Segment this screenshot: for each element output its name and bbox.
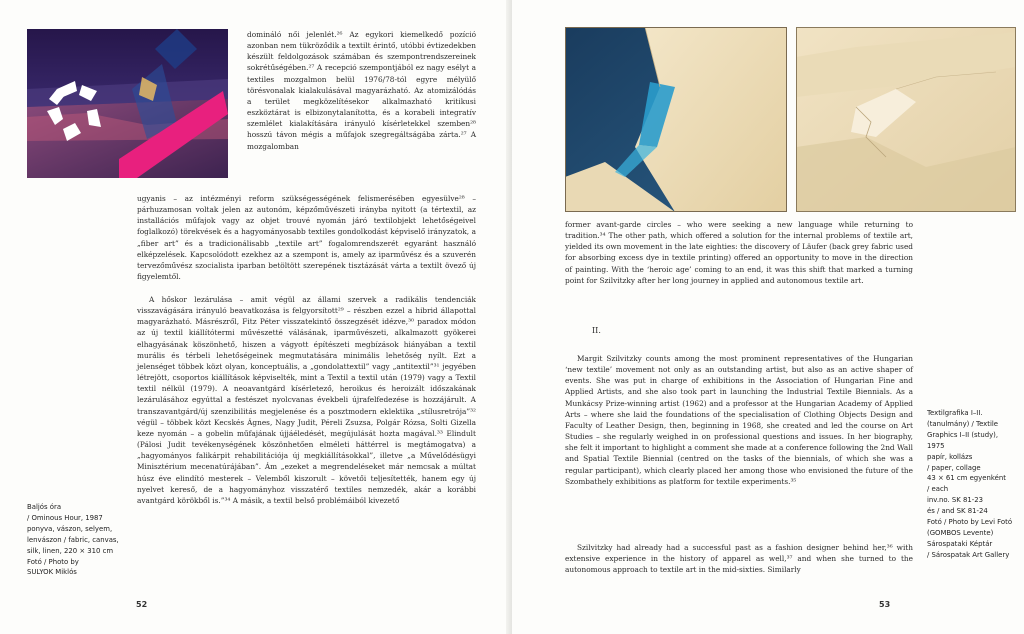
artwork-textile-graphics-1 xyxy=(565,27,787,212)
artwork-textile-graphics-2 xyxy=(796,27,1016,212)
body-text-right-3: Szilvitzky had already had a successful past as a fashion designer behind her,³⁶ with extensive experience in the history of apparel as well,³⁷ and when she turned to the autonomous approach to textile art in the mid-sixties. Similarly xyxy=(565,543,913,575)
body-text-main: ugyanis – az intézményi reform szükségességének felismerésében egyesülve²⁸ – párhuzamosan voltak jelen az autonóm, képzőművészeti irányba nyitott (a tértextil, az installációs műfajok vagy az objet trouvé nyomán járó textilobjekt lehetőségeivel foglalkozó) törekvések és a hagyományosabb textiles gondolkodást képviselő irányzatok, a „fiber art” és a tradicionálisabb „textile art” fogalomrendszerét egyaránt használó elképzelések. Kapcsolódott ezekhez az a szempont is, amely az iparművész és a szuverén tervezőművész szocialista iparban betöltött szerepének tisztázását várta a textilt övező új figyelemtől. xyxy=(137,194,476,282)
section-heading: II. xyxy=(592,326,601,335)
body-text-right-1: former avant-garde circles – who were seeking a new language while returning to tradition.³⁴ The other path, which offered a solution for the internal problems of textile art, yielded its own movement in the late eighties: the discovery of Läufer (back grey fabric used for absorbing excess dye in textile printing) offered an opportunity to move in the direction of painting. With the ‘heroic age’ coming to an end, it was this shift that marked a turning point for Szilvitzky after her long journey in applied and autonomous textile art. xyxy=(565,220,913,285)
figure-caption-left: Baljós óra / Ominous Hour, 1987 ponyva, vászon, selyem, lenvászon / fabric, canvas, silk, linen, 220 × 310 cm Fotó / Photo by SULYOK Miklós xyxy=(27,503,119,577)
body-text-main-2: A hőskor lezárulása – amit végül az állami szervek a radikális tendenciák visszavágására irányuló beavatkozása is felgyorsított²⁹ – részben ezzel a hibrid állapottal magyarázható. Másrészről, Fitz Péter visszatekintő összegzését idézve,³⁰ paradox módon az új textil kiállítótermi művészetté válásának, iparművészeti, alkalmazott gyökerei elhagyásának köszönhető, hiszen a vágyott építészeti megbízások hiányában a textil murális és térbeli lehetőségeinek megmutatására minimális lehetőség nyílt. Ezt a jelenséget többek közt olyan, konceptuális, a „gondolattextil” vagy „antitextil”³¹ jegyében létrejött, csoportos kiállítások képviselték, mint a Textil a textil után (1979) vagy a Textil textil nélkül (1979). A neoavantgárd kísérletező, heroikus és heroizált időszakának lezárulásához egyúttal a festészet nyolcvanas évekbeli újrafelfedezése is hozzájárult. A transzavantgárd/új szenzibilitás megjelenése és a posztmodern eklektika „stílusretrója”³² végül – többek közt Kecskés Ágnes, Nagy Judit, Péreli Zsuzsa, Polgár Rózsa, Solti Gizella keze nyomán – a gobelin műfajának újjáéledését, megújulását hozta magával.³³ Elindult (Pálosi Judit tevékenységének köszönhetően elméleti háttérrel is megtámogatva) a „hagyományos falikárpit rehabilitációja új megkiállításokkal”, illetve „a Művelődésügyi Minisztérium mecenatúrájában”. Ám „ezeket a megrendeléseket már nemcsak a múltat húsz éve elindító mesterek – Velemből kiszorult – követői teljesítették, hanem egy új nyelvet kereső, de a hagyományhoz visszatérő textiles nemzedék, akár a korábbi avantgárd körökből is.”³⁴ A másik, a textil belső problémáiból kivezető xyxy=(137,295,476,505)
artwork-ominous-hour xyxy=(27,29,228,178)
body-text-top: domináló női jelenlét.²⁶ Az egykori kiemelkedő pozíció azonban nem tükröződik a textilt érintő, utóbbi évtizedekben készült feldolgozások számában és szempontrendszereinek sokrétűségében.²⁷ A recepció szempontjából ez nagy esélyt a textiles mozgalmon belül 1976/78-tól egyre mélyülő törésvonalak kialakulásával magyarázható. Az atomizálódás a terület megközelítésekor alkalmazható kritikusi eszköztárat is elbizonytalanította, és a korabeli integratív szemlélet kialakítására irányuló kísérletekkel szemben²⁸ hosszú távon mégis a műfajok szegregáltságába zárta.²⁷ A mozgalomban xyxy=(247,30,476,151)
page-number-left: 52 xyxy=(136,600,148,609)
body-text-right-2: Margit Szilvitzky counts among the most prominent representatives of the Hungarian ‘new textile’ movement not only as an outstanding artist, but also as an active shaper of events. She was put in charge of exhibitions in the Association of Hungarian Fine and Applied Artists, and she also took part in launching the Industrial Textile Biennials. As a Munkácsy Prize-winning artist (1962) and a professor at the Hungarian Academy of Applied Arts – where she laid the foundations of the specialisation of Clothing Objects Design and Faculty of Leather Design, then, beginning in 1968, she created and led the course on Art Studies – she regularly weighed in on professional questions and issues. In her biography, she felt it important to highlight a comment she made at a conference following the 2nd Wall and Spatial Textile Biennial (centred on the tasks of the biennials, of which she was a regular participant), which clearly placed her among those who envisioned the future of the Szombathely exhibitions as platform for textile experiments.³⁵ xyxy=(565,354,913,486)
figure-caption-right: Textilgrafika I–II. (tanulmány) / Textile Graphics I–II (study), 1975 papír, kollázs / paper, collage 43 × 61 cm egyenként / each inv.no. SK 81-23 és / and SK 81-24 Fotó / Photo by Levi Fotó (GOMBOS Levente) Sárospataki Képtár / Sárospatak Art Gallery xyxy=(927,409,1013,559)
page-number-right: 53 xyxy=(879,600,891,609)
right-page xyxy=(512,0,1024,634)
